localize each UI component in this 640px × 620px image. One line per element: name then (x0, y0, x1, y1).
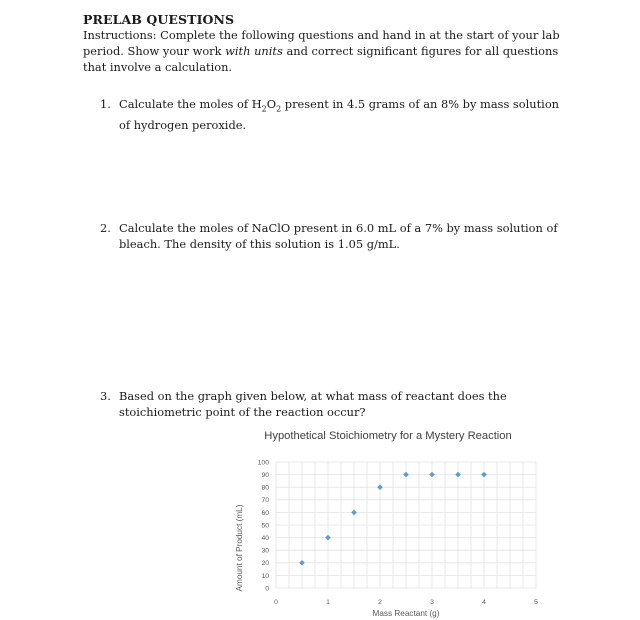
chart-data-point (455, 472, 461, 478)
question-1-number: 1. (100, 97, 111, 111)
instructions-text-2: and correct significant figures for all questions that involve a calculation. (83, 44, 559, 74)
chart-y-tick-label: 100 (257, 459, 269, 467)
stoichiometry-chart (228, 424, 558, 620)
chart-title: Hypothetical Stoichiometry for a Mystery Reaction (264, 430, 512, 442)
chart-data-point (299, 560, 305, 566)
chart-gridlines (276, 462, 536, 588)
chart-svg (228, 424, 558, 620)
question-3-number: 3. (100, 389, 111, 403)
chart-y-tick-label: 70 (261, 497, 269, 505)
chart-y-tick-label: 60 (261, 509, 269, 517)
question-1-text-a: Calculate the moles of H (119, 97, 262, 111)
chart-y-tick-label: 20 (261, 560, 269, 568)
chart-y-ticks (258, 459, 270, 592)
question-1-text-c: present in 4.5 grams of an 8% by mass solution of hydrogen peroxide. (119, 97, 560, 133)
question-2-text: Calculate the moles of NaClO present in 6.0 mL of a 7% by mass solution of bleach. The density of this solution is 1.05 g/mL. (119, 221, 558, 251)
chart-x-tick-label: 5 (534, 599, 538, 606)
question-1-text (119, 96, 564, 133)
chart-x-tick-label: 1 (326, 599, 330, 606)
chart-y-tick-label: 40 (261, 535, 269, 542)
chart-x-tick-label: 0 (274, 599, 278, 606)
chart-data-point (377, 484, 383, 490)
question-3-text: Based on the graph given below, at what mass of reactant does the stoichiometric point of the reaction occur? (119, 389, 507, 419)
chart-data-point (351, 510, 357, 516)
question-1-subscript-1: 2 (261, 104, 267, 114)
chart-x-axis-label: Mass Reactant (g) (372, 609, 440, 618)
instructions-paragraph (83, 27, 568, 75)
question-1-text-b: O (266, 97, 277, 111)
chart-y-tick-label: 0 (265, 585, 269, 593)
instructions-emphasis: with units (225, 44, 283, 58)
instructions-text-1: Instructions: Complete the following questions and hand in at the start of your lab period. Show your work (83, 28, 560, 58)
page-heading: PRELAB QUESTIONS (83, 12, 235, 27)
question-2-number: 2. (100, 221, 111, 235)
chart-x-tick-label: 2 (378, 599, 382, 606)
chart-data-point (481, 472, 487, 478)
chart-x-ticks (274, 599, 538, 606)
chart-y-tick-label: 50 (261, 522, 269, 530)
chart-y-tick-label: 30 (261, 547, 269, 555)
chart-x-tick-label: 4 (482, 599, 486, 606)
chart-y-tick-label: 80 (261, 484, 269, 492)
chart-data-point (325, 535, 331, 541)
chart-y-tick-label: 90 (261, 472, 269, 479)
chart-y-axis-label: Amount of Product (mL) (235, 504, 244, 592)
chart-data-point (429, 472, 435, 478)
chart-x-tick-label: 3 (430, 599, 434, 606)
chart-data-point (403, 472, 409, 478)
chart-y-tick-label: 10 (261, 572, 269, 580)
question-1-subscript-2: 2 (276, 104, 282, 114)
